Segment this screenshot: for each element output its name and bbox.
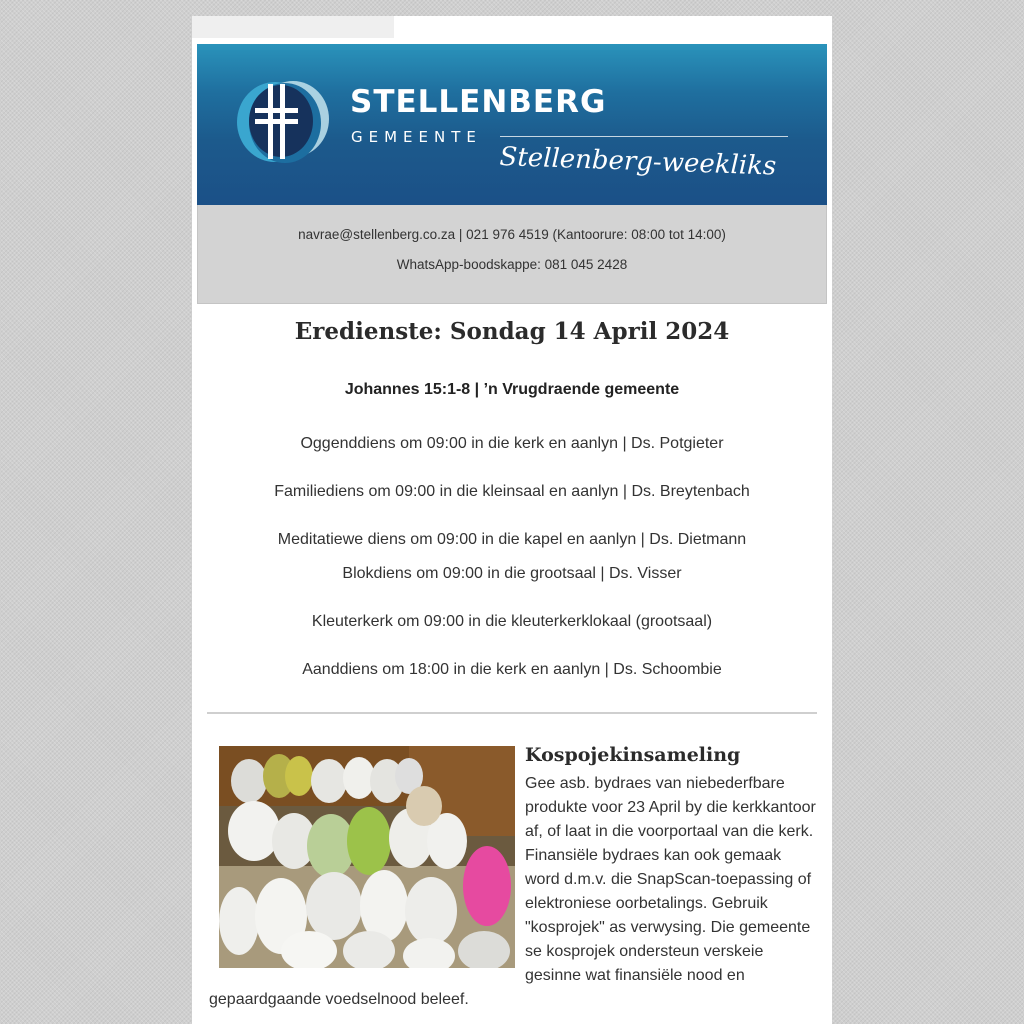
food-donation-bags-image (219, 746, 515, 968)
services-title: Eredienste: Sondag 14 April 2024 (294, 318, 730, 345)
article-title: Kospojekinsameling (525, 744, 741, 766)
article-text-line: se kosprojek ondersteun verskeie (525, 943, 764, 960)
article-text-line: produkte voor 23 April by die kerkkantoor (525, 799, 816, 816)
service-item: Meditatiewe diens om 09:00 in die kapel en aanlyn | Ds. Dietmann (277, 531, 747, 548)
contact-bar (197, 205, 827, 304)
preheader-bar (192, 16, 394, 38)
service-item: Familiediens om 09:00 in die kleinsaal en aanlyn | Ds. Breytenbach (274, 483, 750, 500)
article-text-line: Finansiële bydraes kan ook gemaak (525, 847, 782, 864)
article-text-line: word d.m.v. die SnapScan-toepassing of (525, 871, 812, 888)
newsletter-name: Stellenberg-weekliks (499, 142, 777, 182)
brand-subtitle: GEMEENTE (351, 128, 482, 146)
article-text-line: gepaardgaande voedselnood beleef. (209, 991, 469, 1008)
scripture-reference: Johannes 15:1-8 | ’n Vrugdraende gemeente (344, 381, 680, 398)
service-item: Blokdiens om 09:00 in die grootsaal | Ds. Visser (342, 565, 682, 582)
church-cross-logo-icon (235, 77, 331, 167)
email-container (192, 16, 832, 1024)
header-banner (197, 44, 827, 205)
article-text-line: elektroniese oorbetalings. Gebruik (525, 895, 768, 912)
brand-divider (500, 136, 788, 137)
article-text-line: af, of laat in die voorportaal van die kerk. (525, 823, 814, 840)
article-text-line: gesinne wat finansiële nood en (525, 967, 745, 984)
article-text-line: "kosprojek" as verwysing. Die gemeente (525, 919, 811, 936)
service-item: Kleuterkerk om 09:00 in die kleuterkerklokaal (grootsaal) (311, 613, 713, 630)
contact-email-phone[interactable]: navrae@stellenberg.co.za | 021 976 4519 (Kantoorure: 08:00 tot 14:00) (298, 227, 726, 242)
contact-whatsapp: WhatsApp-boodskappe: 081 045 2428 (396, 257, 628, 272)
article-text-line: Gee asb. bydraes van niebederfbare (525, 775, 785, 792)
service-item: Oggenddiens om 09:00 in die kerk en aanlyn | Ds. Potgieter (300, 435, 724, 452)
service-item: Aanddiens om 18:00 in die kerk en aanlyn | Ds. Schoombie (302, 661, 722, 678)
section-divider (207, 712, 817, 714)
brand-name: STELLENBERG (350, 84, 607, 120)
